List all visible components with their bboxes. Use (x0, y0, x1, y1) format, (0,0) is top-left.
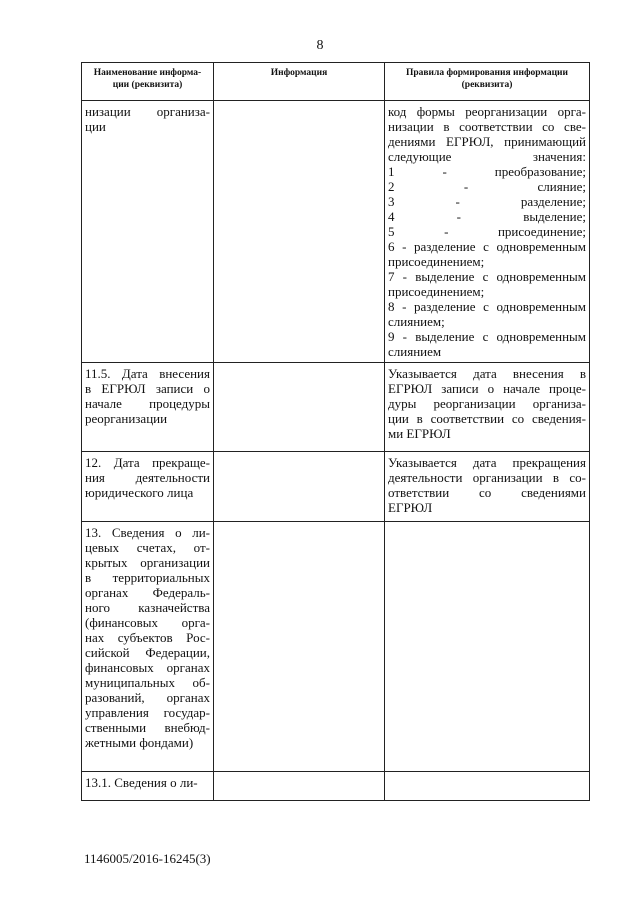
formation-rule-cell-line: код формы реорганизации орга- (388, 104, 586, 119)
requisite-name-cell-line: реорганизации (85, 411, 168, 426)
information-cell (214, 772, 385, 801)
table-header-row (82, 63, 590, 101)
requisite-name-cell-line: разований, органах (85, 690, 210, 705)
info-table (81, 62, 590, 801)
requisite-name-cell (82, 522, 214, 772)
table-row (82, 363, 590, 452)
formation-rule-cell-line: 6 - разделение с одновременным (388, 239, 586, 254)
formation-rule-cell-line: дениями ЕГРЮЛ, принимающий (388, 134, 586, 149)
requisite-name-cell-line: в территориальных (85, 570, 210, 585)
requisite-name-cell-line: начале процедуры (85, 396, 210, 411)
formation-rule-cell-line: слиянием (388, 344, 442, 359)
requisite-name-cell-line: в ЕГРЮЛ записи о (85, 381, 210, 396)
requisite-name-cell-line: нах субъектов Рос- (85, 630, 210, 645)
table-row (82, 522, 590, 772)
formation-rule-cell-line: присоединением; (388, 254, 485, 269)
information-cell (214, 522, 385, 772)
formation-rule-cell (385, 772, 590, 801)
information-cell (214, 452, 385, 522)
requisite-name-cell-line: органах Федераль- (85, 585, 210, 600)
formation-rule-cell-line: 4 - выделение; (388, 209, 586, 224)
requisite-name-cell-line: низации организа- (85, 104, 210, 119)
table-row (82, 452, 590, 522)
requisite-name-cell-line: 11.5. Дата внесения (85, 366, 210, 381)
requisite-name-cell-line: муниципальных об- (85, 675, 210, 690)
header-rules: Правила формирования информации (реквизита) (385, 63, 590, 101)
formation-rule-cell-line: ции в соответствии со сведения- (388, 411, 586, 426)
requisite-name-cell-line: 13.1. Сведения о ли- (85, 775, 198, 790)
requisite-name-cell-line: цевых счетах, от- (85, 540, 210, 555)
formation-rule-cell-line: деятельности организации в со- (388, 470, 586, 485)
page-number: 8 (316, 38, 324, 53)
requisite-name-cell-line: ного казначейства (85, 600, 210, 615)
formation-rule-cell-line: 8 - разделение с одновременным (388, 299, 586, 314)
formation-rule-cell-line: 9 - выделение с одновременным (388, 329, 586, 344)
formation-rule-cell (385, 363, 590, 452)
information-cell (214, 101, 385, 363)
requisite-name-cell-line: финансовых органах (85, 660, 210, 675)
formation-rule-cell-line: ЕГРЮЛ записи о начале проце- (388, 381, 586, 396)
requisite-name-cell-line: юридического лица (85, 485, 194, 500)
table-row (82, 101, 590, 363)
requisite-name-cell-line: 13. Сведения о ли- (85, 525, 210, 540)
formation-rule-cell-line: следующие значения: (388, 149, 586, 164)
formation-rule-cell-line: ми ЕГРЮЛ (388, 426, 451, 441)
requisite-name-cell-line: сийской Федерации, (85, 645, 210, 660)
requisite-name-cell (82, 363, 214, 452)
formation-rule-cell-line: ЕГРЮЛ (388, 500, 433, 515)
formation-rule-cell-line: 2 - слияние; (388, 179, 586, 194)
header-name: Наименование информа-ции (реквизита) (82, 63, 214, 101)
requisite-name-cell (82, 772, 214, 801)
formation-rule-cell-line: дуры реорганизации организа- (388, 396, 586, 411)
formation-rule-cell-line: слиянием; (388, 314, 445, 329)
formation-rule-cell-line: 1 - преобразование; (388, 164, 586, 179)
requisite-name-cell-line: жетными фондами) (85, 735, 194, 750)
formation-rule-cell (385, 452, 590, 522)
requisite-name-cell (82, 101, 214, 363)
requisite-name-cell-line: ственными внебюд- (85, 720, 210, 735)
formation-rule-cell-line: ответствии со сведениями (388, 485, 586, 500)
formation-rule-cell-line: присоединением; (388, 284, 485, 299)
requisite-name-cell-line: ния деятельности (85, 470, 210, 485)
formation-rule-cell (385, 101, 590, 363)
formation-rule-cell-line: Указывается дата внесения в (388, 366, 586, 381)
requisite-name-cell-line: крытых организации (85, 555, 210, 570)
requisite-name-cell-line: ции (85, 119, 106, 134)
requisite-name-cell-line: 12. Дата прекраще- (85, 455, 210, 470)
formation-rule-cell (385, 522, 590, 772)
information-cell (214, 363, 385, 452)
formation-rule-cell-line: 5 - присоединение; (388, 224, 586, 239)
header-info: Информация (214, 63, 385, 101)
formation-rule-cell-line: Указывается дата прекращения (388, 455, 586, 470)
formation-rule-cell-line: 3 - разделение; (388, 194, 586, 209)
requisite-name-cell-line: (финансовых орга- (85, 615, 210, 630)
document-code: 1146005/2016-16245(3) (84, 851, 211, 866)
requisite-name-cell (82, 452, 214, 522)
table-row (82, 772, 590, 801)
requisite-name-cell-line: управления государ- (85, 705, 210, 720)
formation-rule-cell-line: низации в соответствии со све- (388, 119, 586, 134)
formation-rule-cell-line: 7 - выделение с одновременным (388, 269, 586, 284)
